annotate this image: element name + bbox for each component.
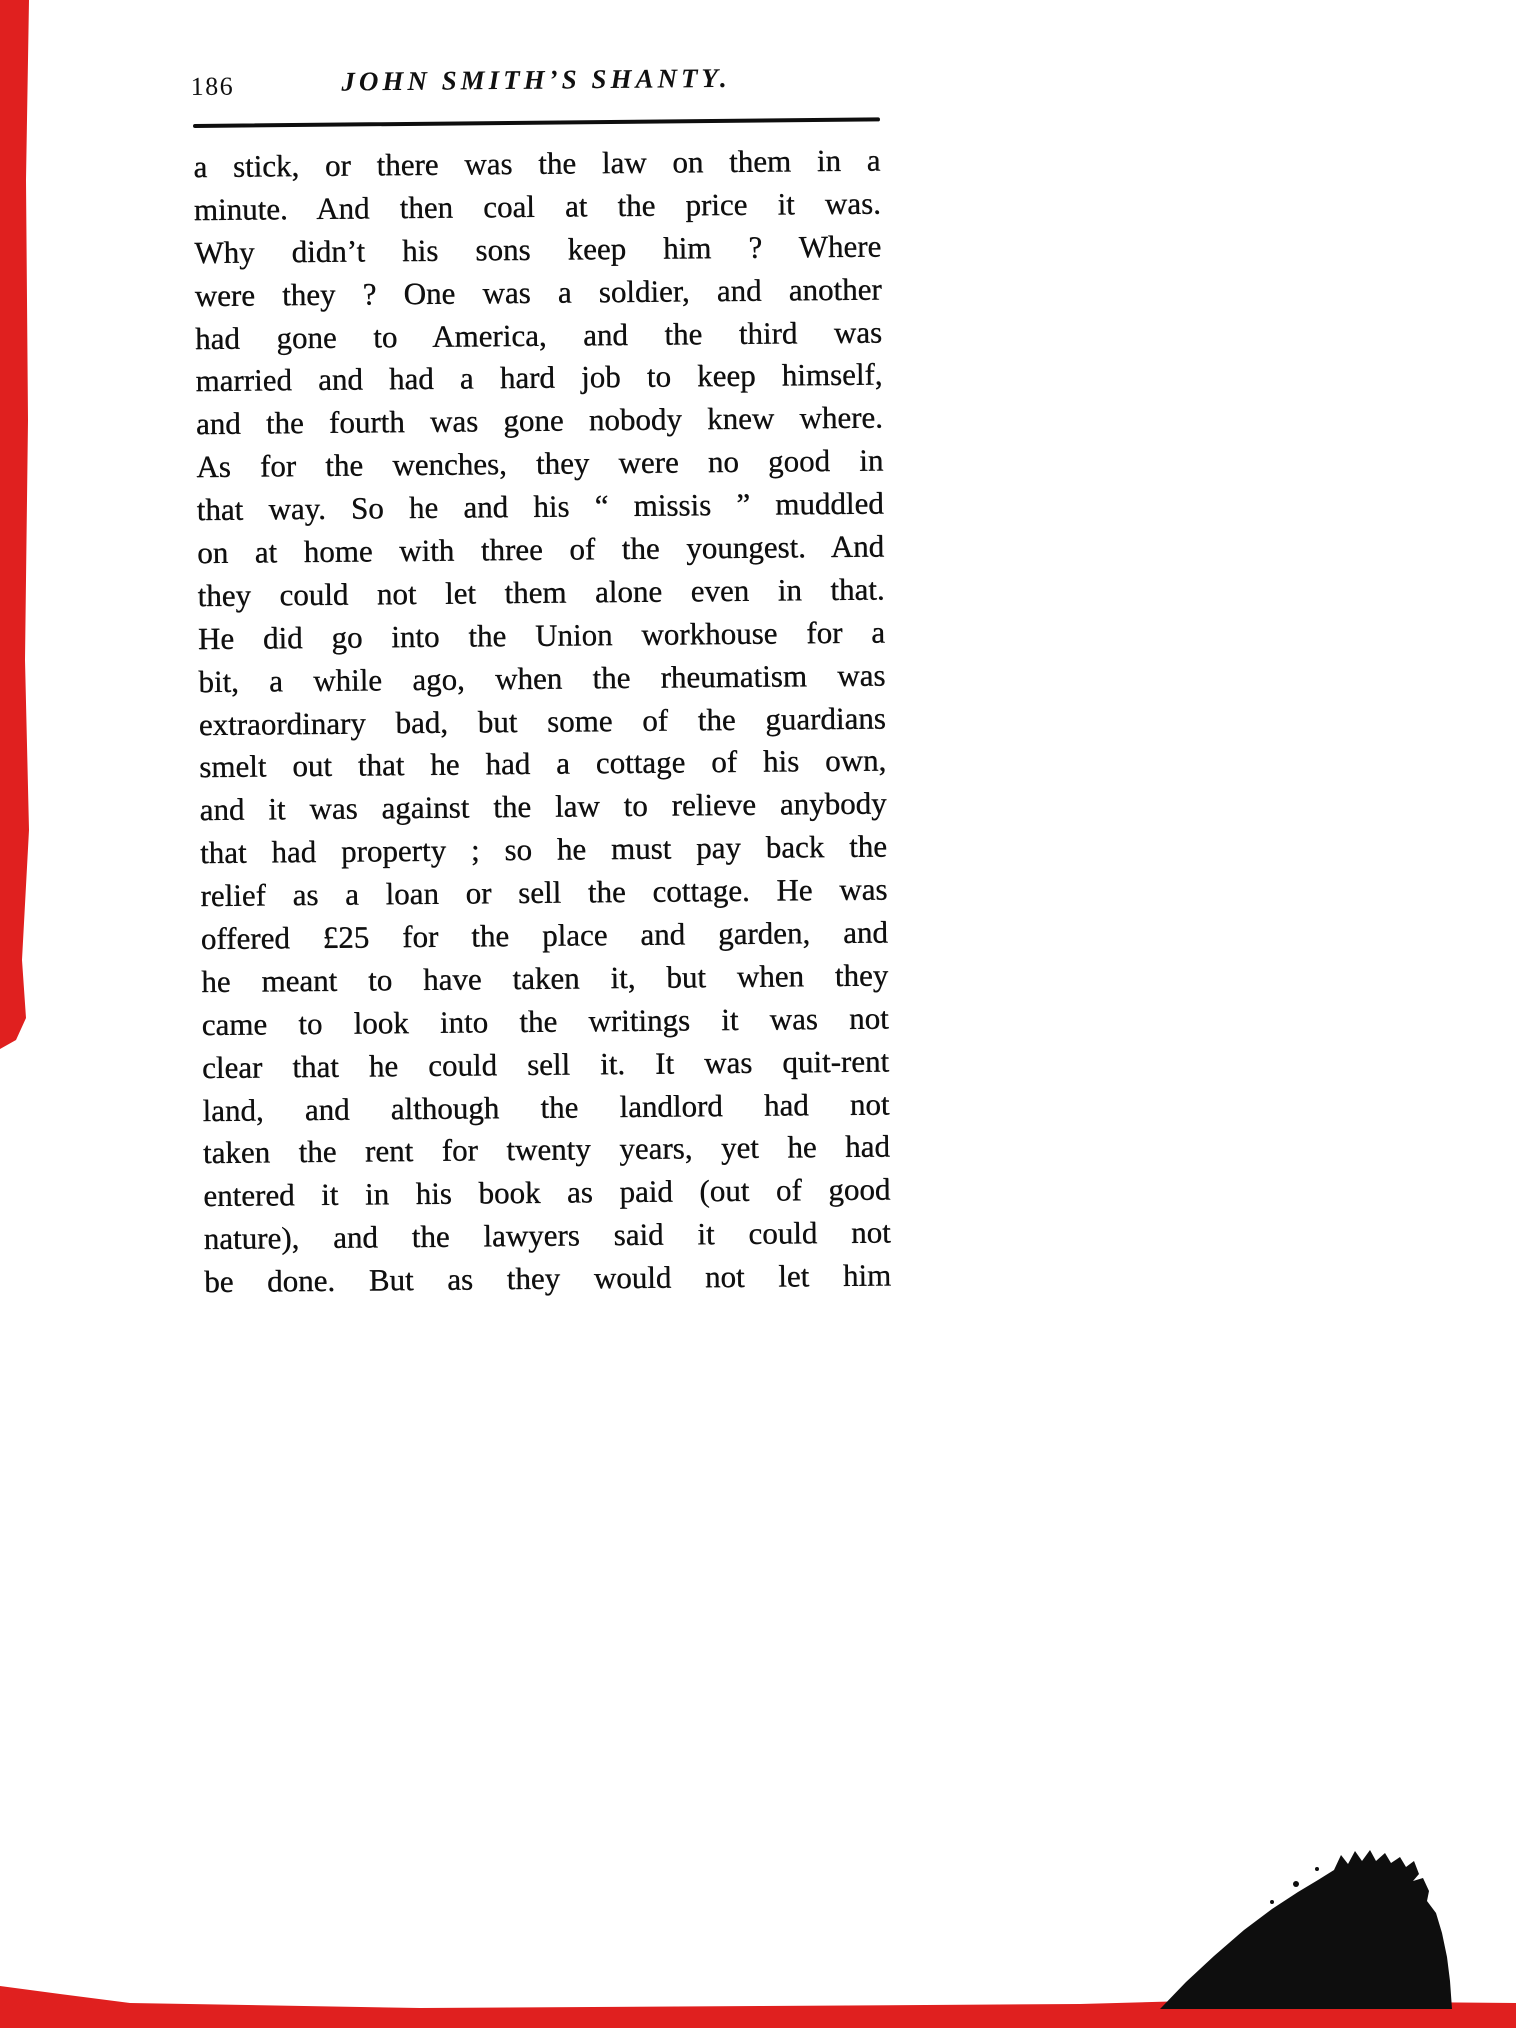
page-number: 186: [190, 71, 235, 102]
text-line: and it was against the law to relieve anybody: [199, 785, 887, 828]
text-line: married and had a hard job to keep himself,: [195, 356, 883, 399]
text-line: came to look into the writings it was not: [201, 1000, 889, 1042]
text-line: offered £25 for the place and garden, and: [200, 914, 888, 956]
text-line: and the fourth was gone nobody knew where.: [195, 399, 884, 442]
red-book-edge-left: [0, 0, 29, 1049]
text-line: Why didn’t his sons keep him ? Where: [194, 228, 882, 270]
text-line: taken the rent for twenty years, yet he had: [202, 1128, 891, 1171]
text-line: extraordinary bad, but some of the guardians: [198, 699, 886, 742]
text-line: relief as a loan or sell the cottage. He was: [200, 871, 888, 914]
text-line: that had property ; so he must pay back the: [199, 828, 888, 871]
text-line: he meant to have taken it, but when they: [201, 957, 889, 999]
text-line: they could not let them alone even in that.: [197, 571, 885, 613]
text-line: that way. So he and his “ missis ” muddled: [196, 485, 884, 528]
text-line: be done. But as they would not let him: [203, 1257, 892, 1300]
text-line: As for the wenches, they were no good in: [196, 442, 884, 485]
body-paragraph: [193, 139, 891, 1304]
ink-blob: [1160, 1850, 1452, 2009]
page-header: [192, 57, 879, 108]
text-line: land, and although the landlord had not: [202, 1085, 890, 1128]
ink-speck: [1270, 1900, 1274, 1904]
running-title: JOHN SMITH’S SHANTY.: [341, 62, 731, 97]
text-line: bit, a while ago, when the rheumatism was: [198, 657, 886, 699]
text-line: minute. And then coal at the price it was.: [193, 185, 881, 227]
ink-speck: [1293, 1881, 1299, 1887]
header-rule: [193, 117, 880, 128]
text-line: on at home with three of the youngest. And: [196, 528, 885, 570]
ink-speck: [1315, 1867, 1319, 1871]
page-content-block: [192, 57, 891, 1304]
text-line: a stick, or there was the law on them in a: [193, 142, 881, 184]
text-line: entered it in his book as paid (out of good: [203, 1171, 891, 1214]
text-line: clear that he could sell it. It was quit-rent: [201, 1043, 890, 1085]
text-line: had gone to America, and the third was: [194, 313, 883, 356]
text-line: were they ? One was a soldier, and another: [194, 271, 882, 313]
text-line: nature), and the lawyers said it could not: [203, 1214, 891, 1257]
red-book-edge-bottom: [0, 1986, 1516, 2028]
text-line: smelt out that he had a cottage of his own,: [199, 742, 887, 785]
text-line: He did go into the Union workhouse for a: [197, 614, 886, 656]
